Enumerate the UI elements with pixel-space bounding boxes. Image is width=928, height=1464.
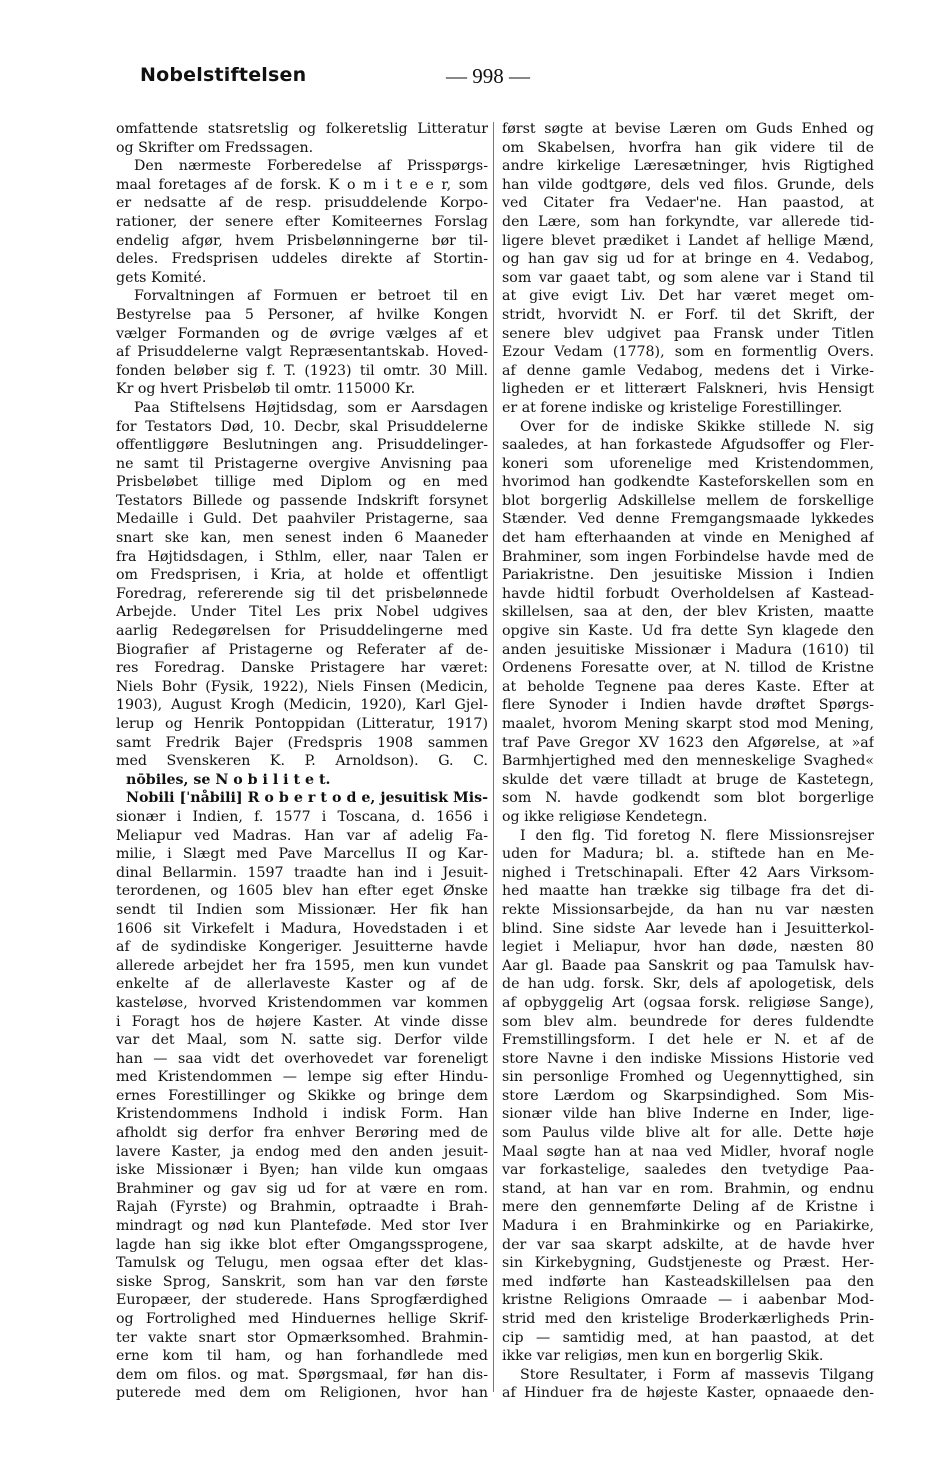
text-line: hvorimod han godkendte Kasteforskellen som en bbox=[502, 474, 874, 491]
text-line: som N. havde godkendt som blot borgerlige bbox=[502, 790, 874, 807]
text-line: mere den gennemførte Deling af de Kristne i bbox=[502, 1199, 874, 1216]
text-line: af opbyggelig Art (ogsaa forsk. religiøse Sange), bbox=[502, 994, 874, 1011]
text-line: omfattende statsretslig og folkeretslig Litteratur bbox=[116, 121, 488, 137]
text-line: Nobili [ˈnåbili] R o b e r t o d e, jesuitisk Mis- bbox=[126, 790, 488, 807]
text-line: Testators Billede og passende Indskrift forsynet bbox=[116, 492, 488, 509]
text-line: terordenen, og 1605 blev han efter eget Ønske bbox=[116, 883, 488, 900]
text-line: med Kristendommen — lempe sig efter Hindu- bbox=[116, 1069, 488, 1086]
text-line: anden jesuitiske Missionær i Madura (1610) til bbox=[502, 641, 874, 658]
text-line: res Foredrag. Danske Pristagere har været: bbox=[116, 660, 488, 677]
text-line: om Fredsprisen, i Kria, at holde et offentligt bbox=[116, 567, 488, 584]
text-line: Maal søgte han at naa ved Midler, hvoraf nogle bbox=[502, 1143, 874, 1160]
text-line: blind. Sine sidste Aar levede han i Jesuitterkol- bbox=[502, 920, 874, 937]
text-line: saaledes, at han forkastede Afgudsoffer og Fler- bbox=[502, 437, 874, 454]
text-line: strid med den kristelige Broderkærligheds Prin- bbox=[502, 1311, 874, 1327]
text-line: stand, at han var en rom. Brahmin, og endnu bbox=[502, 1180, 874, 1197]
text-line: ikke var religiøs, men kun en borgerlig Skik. bbox=[502, 1348, 824, 1365]
text-line: sin Kirkebygning, Gudstjeneste og Præst. Her- bbox=[502, 1255, 874, 1272]
text-line: der var saa skarpt adskilte, at de havde hver bbox=[502, 1236, 874, 1253]
text-line: var det Maal, som N. satte sig. Derfor vilde bbox=[116, 1032, 488, 1049]
text-line: I den flg. Tid foretog N. flere Missionsrejser bbox=[520, 827, 874, 844]
text-line: kasteløse, hvorved Kristendommen var kommen bbox=[116, 994, 488, 1011]
text-line: ernes Forestillinger og Skikke og bringe dem bbox=[116, 1087, 488, 1104]
text-line: Paa Stiftelsens Højtidsdag, som er Aarsdagen bbox=[134, 399, 488, 416]
text-line: det ham efterhaanden at vinde en Menighed af bbox=[502, 530, 874, 547]
text-line: opgive sin Kaste. Ud fra dette Syn klagede den bbox=[502, 623, 874, 640]
text-line: er nedsatte af de resp. prisuddelende Korpo- bbox=[116, 195, 488, 212]
text-line: stridt, hvorvidt N. er Forf. til det Skrift, der bbox=[502, 306, 874, 323]
text-line: sionær vilde han blive Inderne en Inder, lige- bbox=[502, 1106, 874, 1123]
text-line: Pariakristne. Den jesuitiske Mission i Indien bbox=[502, 567, 874, 584]
text-line: lavere Kaster, ja endog med den anden jesuit- bbox=[116, 1143, 488, 1160]
text-line: fra Højtidsdagen, i Sthlm, eller, naar Talen er bbox=[116, 548, 488, 565]
text-line: sionær i Indien, f. 1577 i Toscana, d. 1656 i bbox=[116, 808, 488, 825]
text-line: aarlig Redegørelsen for Prisuddelingerne med bbox=[116, 623, 488, 640]
text-line: erne kom til ham, og han forhandlede med bbox=[116, 1348, 488, 1365]
text-line: som Paulus vilde blive alt for alle. Dette høje bbox=[502, 1125, 874, 1142]
text-line: Forvaltningen af Formuen er betroet til en bbox=[134, 288, 488, 305]
text-line: allerede arbejdet her fra 1595, men kun vundet bbox=[116, 957, 488, 974]
text-line: Kristendommens Indhold i indisk Form. Han bbox=[116, 1106, 488, 1123]
text-line: Aar gl. Baade paa Sanskrit og paa Tamulsk hav- bbox=[502, 957, 874, 974]
text-line: traf Pave Gregor XV 1623 den Afgørelse, at »af bbox=[502, 734, 874, 751]
text-line: som blev alm. beundrede for deres fuldendte bbox=[502, 1013, 874, 1030]
text-line: lerup og Henrik Pontoppidan (Litteratur, 1917) bbox=[116, 716, 488, 732]
text-line: Arbejde. Under Titel Les prix Nobel udgives bbox=[116, 604, 488, 621]
text-line: som var gaaet tabt, og som alene var i Stand til bbox=[502, 269, 874, 286]
text-line: Rajah (Fyrste) og Brahmin, optraadte i Brah- bbox=[116, 1199, 488, 1216]
page-header bbox=[116, 64, 876, 94]
text-line: han vilde godtgøre, dels ved filos. Grunde, dels bbox=[502, 176, 874, 193]
text-line: først søgte at bevise Læren om Guds Enhed og bbox=[502, 121, 874, 137]
page-number: — 998 — bbox=[446, 64, 530, 88]
text-line: senere blev udgivet paa Fransk under Titlen bbox=[502, 325, 874, 342]
text-line: Brahminer, som ingen Forbindelse havde med de bbox=[502, 548, 874, 565]
text-line: med Svenskeren K. P. Arnoldson). G. C. bbox=[116, 753, 488, 770]
text-line: og Skrifter om Fredssagen. bbox=[116, 139, 314, 156]
text-line: offentliggøre Beslutningen ang. Prisuddelinger- bbox=[116, 437, 488, 454]
text-line: sin personlige Fromhed og Uegennyttighed, sin bbox=[502, 1069, 874, 1086]
text-line: dinal Bellarmin. 1597 traadte han ind i Jesuit- bbox=[116, 864, 488, 881]
text-line: ligere blevet prædiket i Landet af hellige Mænd, bbox=[502, 232, 874, 249]
text-line: 1903), August Krogh (Medicin, 1920), Karl Gjel- bbox=[116, 697, 488, 714]
text-line: for Testators Død, 10. Decbr, skal Prisuddelerne bbox=[116, 418, 488, 435]
text-line: Brahminer og gav sig ud for at være en rom. bbox=[116, 1180, 488, 1197]
text-line: Stænder. Ved denne Fremgangsmaade lykkedes bbox=[502, 511, 874, 528]
text-line: ligheden er et litterært Falskneri, hvis Hensigt bbox=[502, 381, 874, 398]
text-line: afholdt sig derfor fra enhver Berøring med de bbox=[116, 1125, 488, 1142]
text-line: Barmhjertighed med den menneskelige Svaghed« bbox=[502, 753, 874, 770]
text-line: legiet i Meliapur, hvor han døde, næsten 80 bbox=[502, 939, 874, 956]
text-line: af denne gamle Vedabog, medens det i Virke- bbox=[502, 362, 874, 379]
text-line: skulde det være tilladt at bruge de Kastetegn, bbox=[502, 771, 874, 788]
text-line: maalet, hvorom Mening skarpt stod mod Mening, bbox=[502, 716, 874, 732]
text-line: var forkastelige, saaledes den tvetydige Paa- bbox=[502, 1162, 874, 1179]
text-line: den Lære, som han forkyndte, var allerede tid- bbox=[502, 213, 874, 230]
text-line: af de sydindiske Kongeriger. Jesuitterne havde bbox=[116, 939, 488, 956]
text-line: Tamulsk og Telugu, men ogsaa efter det klas- bbox=[116, 1255, 488, 1272]
left-column bbox=[116, 120, 488, 1403]
text-line: siske Sprog, Sanskrit, som han var den første bbox=[116, 1273, 488, 1290]
text-line: og han gav sig ud for at bringe en 4. Vedabog, bbox=[502, 251, 874, 268]
text-line: lagde han sig ikke blot efter Omgangssprogene, bbox=[116, 1236, 488, 1253]
text-line: flere Synoder i Indien havde drøftet Spørgs- bbox=[502, 697, 874, 714]
text-line: at give evigt Liv. Det har været meget om- bbox=[502, 288, 874, 305]
text-line: dem om filos. og mat. Spørgsmaal, før han dis- bbox=[116, 1366, 488, 1383]
text-line: Foredrag, refererende sig til det prisbelønnede bbox=[116, 585, 488, 602]
text-line: Niels Bohr (Fysik, 1922), Niels Finsen (Medicin, bbox=[116, 678, 488, 695]
text-line: og Fortrolighed med Hinduernes hellige Skrif- bbox=[116, 1311, 488, 1327]
text-line: skillelsen, saa at den, der blev Kristen, maatte bbox=[502, 604, 874, 621]
text-line: sendt til Indien som Missionær. Her fik han bbox=[116, 901, 488, 918]
running-title: Nobelstiftelsen bbox=[140, 64, 307, 86]
text-line: Over for de indiske Skikke stillede N. sig bbox=[520, 418, 874, 435]
text-line: Biografier af Pristagerne og Referater af de- bbox=[116, 641, 488, 658]
text-line: rekte Missionsarbejde, da han nu var næsten bbox=[502, 901, 874, 918]
column-divider bbox=[493, 122, 494, 1392]
text-line: samt Fredrik Bajer (Fredspris 1908 sammen bbox=[116, 734, 488, 751]
text-line: Bestyrelse paa 5 Personer, af hvilke Kongen bbox=[116, 306, 488, 323]
text-line: Madura i en Brahminkirke og en Pariakirke, bbox=[502, 1218, 874, 1235]
text-line: maal foretages af de forsk. K o m i t e e r, som bbox=[116, 176, 488, 193]
text-line: hed maatte han trække sig tilbage fra det di- bbox=[502, 883, 874, 900]
text-line: store Navne i den indiske Missions Historie ved bbox=[502, 1050, 874, 1067]
text-line: blot borgerlig Adskillelse mellem de forskellige bbox=[502, 492, 874, 509]
text-line: med indførte han Kasteadskillelsen paa den bbox=[502, 1273, 874, 1290]
text-line: Den nærmeste Forberedelse af Prisspørgs- bbox=[134, 158, 488, 175]
text-line: rationer, der senere efter Komiteernes Forslag bbox=[116, 213, 488, 230]
text-line: deles. Fredsprisen uddeles direkte af Stortin- bbox=[116, 251, 488, 268]
text-line: i Foragt hos de højere Kaster. At vinde disse bbox=[116, 1013, 488, 1030]
text-line: og ikke religiøse Kendetegn. bbox=[502, 808, 708, 825]
text-line: Medaille i Guld. Det paahviler Pristagerne, saa bbox=[116, 511, 488, 528]
text-line: Fremstillingsform. I det hele er N. et af de bbox=[502, 1032, 874, 1049]
text-line: Ezour Vedam (1778), som en formentlig Overs. bbox=[502, 344, 874, 361]
text-line: Meliapur ved Madras. Han var af adelig Fa- bbox=[116, 827, 488, 844]
text-line: Kr og hvert Prisbeløb til omtr. 115000 Kr. bbox=[116, 381, 416, 398]
text-line: iske Missionær i Byen; han vilde kun omgaas bbox=[116, 1162, 488, 1179]
text-line: vælger Formanden og de øvrige vælges af et bbox=[116, 325, 488, 342]
text-line: ved Citater fra Vedaer'ne. Han paastod, at bbox=[502, 195, 874, 212]
text-line: gets Komité. bbox=[116, 269, 207, 286]
text-line: Ordenens Foresatte over, at N. tillod de Kristne bbox=[502, 660, 874, 677]
text-line: er at forene indiske og kristelige Forestillinger. bbox=[502, 399, 843, 416]
text-line: fonden beløber sig f. T. (1923) til omtr. 30 Mill. bbox=[116, 362, 488, 379]
text-line: snart ske kan, men senest inden 6 Maaneder bbox=[116, 530, 488, 547]
text-line: af Hinduer fra de højeste Kaster, opnaaede den- bbox=[502, 1385, 874, 1402]
text-line: endelig afgør, hvem Prisbelønningerne bør til- bbox=[116, 232, 488, 249]
text-line: enkelte af de allerlaveste Kaster og af de bbox=[116, 976, 488, 993]
text-line: Europæer, der studerede. Hans Sprogfærdighed bbox=[116, 1292, 488, 1309]
text-line: Prisbeløbet tillige med Diplom og en med bbox=[116, 474, 488, 491]
text-line: af Prisuddelerne valgt Repræsentantskab. Hoved- bbox=[116, 344, 488, 361]
text-line: han — saa vidt det overhovedet var foreneligt bbox=[116, 1050, 488, 1067]
text-line: mindragt og nød kun Planteføde. Med stor Iver bbox=[116, 1218, 488, 1235]
right-column bbox=[502, 120, 874, 1403]
text-line: cip — samtidig med, at han paastod, at det bbox=[502, 1329, 874, 1346]
text-line: koneri som uforenelige med Kristendommen, bbox=[502, 455, 874, 472]
text-line: milie, i Slægt med Pave Marcellus II og Kar- bbox=[116, 846, 488, 863]
text-line: om Skabelsen, hvorfra han gik videre til de bbox=[502, 139, 874, 156]
text-line: havde hidtil forbudt Overholdelsen af Kastead- bbox=[502, 585, 874, 602]
text-line: puterede med dem om Religionen, hvor han bbox=[116, 1385, 488, 1402]
text-line: store Lærdom og Skarpsindighed. Som Mis- bbox=[502, 1087, 874, 1104]
text-line: uden for Madura; bl. a. stiftede han en Me- bbox=[502, 846, 874, 863]
text-line: kristne Religions Omraade — i aabenbar Mod- bbox=[502, 1292, 874, 1309]
text-line: 1606 sit Virkefelt i Madura, Hovedstaden i et bbox=[116, 920, 488, 937]
text-line: Store Resultater, i Form af massevis Tilgang bbox=[520, 1366, 874, 1383]
text-line: de han udg. forsk. Skr, dels af apologetisk, dels bbox=[502, 976, 874, 993]
text-line: nōbiles, se N o b i l i t e t. bbox=[126, 771, 331, 788]
text-line: ter vakte snart stor Opmærksomhed. Brahmin- bbox=[116, 1329, 488, 1346]
text-line: andre kirkelige Læresætninger, hvis Rigtighed bbox=[502, 158, 874, 175]
text-line: nighed i Tretschinapali. Efter 42 Aars Virksom- bbox=[502, 864, 874, 881]
text-line: at beholde Tegnene paa deres Kaste. Efter at bbox=[502, 678, 874, 695]
text-line: ne samt til Pristagerne overgive Anvisning paa bbox=[116, 455, 488, 472]
